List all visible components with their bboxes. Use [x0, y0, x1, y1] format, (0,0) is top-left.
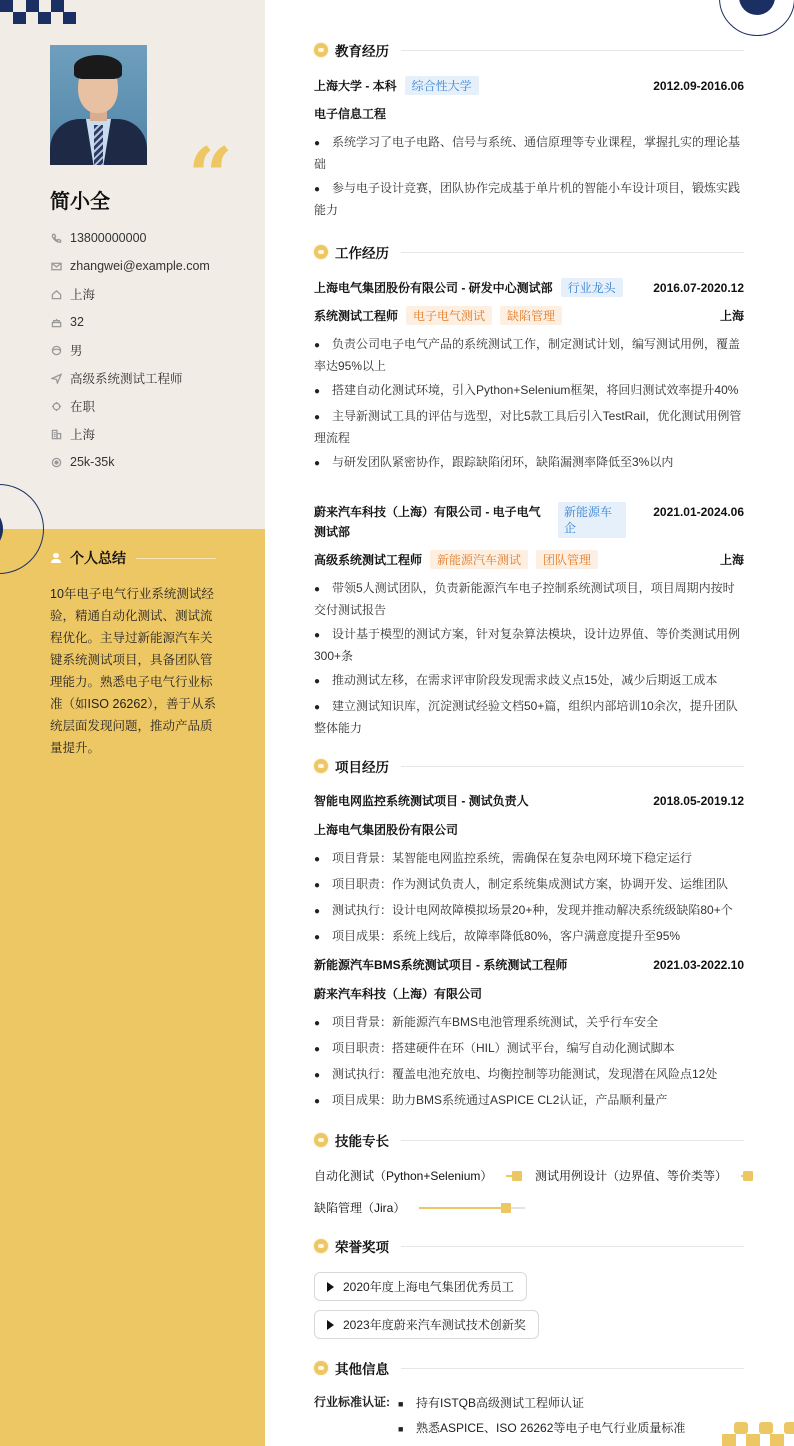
contact-position: 高级系统测试工程师: [50, 364, 210, 392]
avatar-photo: [50, 45, 147, 165]
section-skills-heading: 技能专长: [314, 1130, 744, 1150]
list-item: ● 项目背景：新能源汽车BMS电池管理系统测试，关乎行车安全: [314, 1015, 659, 1029]
job-bullets: [314, 334, 744, 478]
list-item: ● 与研发团队紧密协作，跟踪缺陷闭环，缺陷漏测率降低至3%以内: [314, 455, 674, 469]
list-item: ● 推动测试左移，在需求评审阶段发现需求歧义点15处，减少后期返工成本: [314, 673, 718, 687]
job-period: 2016.07-2020.12: [653, 280, 744, 295]
project-period: 2018.05-2019.12: [653, 793, 744, 808]
job-location: 上海: [719, 553, 744, 567]
list-item: ● 项目职责：搭建硬件在环（HIL）测试平台，编写自动化测试脚本: [314, 1041, 675, 1055]
skill-item: 缺陷管理（Jira）: [314, 1199, 525, 1216]
school-tag: 综合性大学: [405, 76, 479, 95]
contact-email: zhangwei@example.com: [50, 252, 210, 280]
certification-list: [398, 1393, 758, 1443]
skill-item: 自动化测试（Python+Selenium）: [314, 1167, 522, 1184]
project-period: 2021.03-2022.10: [653, 957, 744, 972]
section-work-heading: 工作经历: [314, 242, 744, 262]
list-item: ● 系统学习了电子电路、信号与系统、通信原理等专业课程，掌握扎实的理论基础: [314, 135, 741, 171]
award-item[interactable]: 2023年度蔚来汽车测试技术创新奖: [314, 1310, 539, 1339]
list-item: ● 项目背景：某智能电网监控系统，需确保在复杂电网环境下稳定运行: [314, 851, 693, 865]
list-item: ● 参与电子设计竞赛，团队协作完成基于单片机的智能小车设计项目，锻炼实践能力: [314, 181, 741, 217]
quote-mark-icon: “: [188, 131, 233, 222]
project-row: 智能电网监控系统测试项目 - 测试负责人 2018.05-2019.12: [314, 793, 744, 808]
age-icon: [50, 316, 62, 328]
summary-heading: 个人总结: [50, 548, 216, 568]
home-icon: [50, 288, 62, 300]
skill-level-bar: [419, 1207, 525, 1209]
job-row: 上海电气集团股份有限公司 - 研发中心测试部 行业龙头 2016.07-2020.12: [314, 278, 744, 297]
award-item[interactable]: 2020年度上海电气集团优秀员工: [314, 1272, 527, 1301]
section-other-heading: 其他信息: [314, 1358, 744, 1378]
education-bullets: [314, 132, 744, 224]
list-item: ● 设计基于模型的测试方案，针对复杂算法模块，设计边界值、等价类测试用例300+条: [314, 627, 741, 663]
graduation-cap-icon: [314, 43, 328, 57]
skill-tag: 电子电气测试: [406, 306, 492, 325]
list-item: ● 搭建自动化测试环境，引入Python+Selenium框架，将回归测试效率提升40%: [314, 383, 739, 397]
list-item: ● 主导新测试工具的评估与选型，对比5款工具后引入TestRail，优化测试用例管理流程: [314, 409, 742, 445]
salary-icon: [50, 456, 62, 468]
trophy-icon: [314, 1239, 328, 1253]
section-awards-heading: 荣誉奖项: [314, 1236, 744, 1256]
job-role-row: 系统测试工程师 电子电气测试 缺陷管理 上海: [314, 306, 744, 325]
briefcase-icon: [314, 245, 328, 259]
job-location: 上海: [719, 309, 744, 323]
play-triangle-icon: [327, 1320, 334, 1330]
certification-label: 行业标准认证:: [314, 1395, 390, 1409]
list-item: ■ 熟悉ASPICE、ISO 26262等电子电气行业质量标准: [398, 1421, 686, 1435]
skill-tag: 新能源汽车测试: [430, 550, 528, 569]
person-icon: [50, 552, 62, 564]
skill-tag: 缺陷管理: [500, 306, 562, 325]
info-icon: [314, 1361, 328, 1375]
skill-item: 测试用例设计（边界值、等价类等）: [535, 1167, 751, 1184]
job-period: 2021.01-2024.06: [653, 505, 744, 519]
position-icon: [50, 372, 62, 384]
contact-list: [50, 224, 210, 476]
skill-level-bar: [741, 1175, 751, 1177]
list-item: ● 项目职责：作为测试负责人，制定系统集成测试方案，协调开发、运维团队: [314, 877, 729, 891]
company-tag: 行业龙头: [561, 278, 623, 297]
section-education-heading: 教育经历: [314, 40, 744, 60]
contact-address: 上海: [50, 280, 210, 308]
project-row: 新能源汽车BMS系统测试项目 - 系统测试工程师 2021.03-2022.10: [314, 957, 744, 972]
project-bullets: [314, 1012, 744, 1116]
contact-phone: 13800000000: [50, 224, 210, 252]
phone-icon: [50, 232, 62, 244]
profile-name: 简小全: [50, 191, 110, 213]
list-item: ● 项目成果：系统上线后，故障率降低80%，客户满意度提升至95%: [314, 929, 681, 943]
circle-decoration: [719, 0, 794, 36]
list-item: ● 负责公司电子电气产品的系统测试工作，制定测试计划，编写测试用例，覆盖率达95%以上: [314, 337, 741, 373]
sidebar: [0, 0, 265, 1446]
email-icon: [50, 260, 62, 272]
gender-icon: [50, 344, 62, 356]
list-item: ● 测试执行：覆盖电池充放电、均衡控制等功能测试，发现潜在风险点12处: [314, 1067, 718, 1081]
summary-text: 10年电子电气行业系统测试经验，精通自动化测试、测试流程优化。主导过新能源汽车关键系统测试项目，具备团队管理能力。熟悉电子电气行业标准（如ISO 26262），善于从系统层面发现问题，推动产品质量提升。: [50, 587, 217, 755]
contact-age: 32: [50, 308, 210, 336]
list-item: ● 测试执行：设计电网故障模拟场景20+种，发现并推动解决系统级缺陷80+个: [314, 903, 733, 917]
contact-city: 上海: [50, 420, 210, 448]
list-item: ■ 持有ISTQB高级测试工程师认证: [398, 1396, 585, 1410]
company-tag: 新能源车企: [558, 502, 626, 538]
section-projects-heading: 项目经历: [314, 756, 744, 776]
contact-gender: 男: [50, 336, 210, 364]
contact-status: 在职: [50, 392, 210, 420]
play-triangle-icon: [327, 1282, 334, 1292]
job-role-row: 高级系统测试工程师 新能源汽车测试 团队管理 上海: [314, 550, 744, 569]
education-major: 电子信息工程: [314, 107, 387, 121]
education-row: 上海大学 - 本科 综合性大学 2012.09-2016.06: [314, 76, 744, 95]
checker-decoration: [0, 0, 76, 25]
education-period: 2012.09-2016.06: [653, 78, 744, 93]
checker-decoration: [722, 1420, 794, 1446]
project-bullets: [314, 848, 744, 952]
status-icon: [50, 400, 62, 412]
chart-icon: [314, 1133, 328, 1147]
project-icon: [314, 759, 328, 773]
list-item: ● 带领5人测试团队，负责新能源汽车电子控制系统测试项目，项目周期内按时交付测试报告: [314, 581, 735, 617]
list-item: ● 项目成果：助力BMS系统通过ASPICE CL2认证，产品顺利量产: [314, 1093, 668, 1107]
job-row: 蔚来汽车科技（上海）有限公司 - 电子电气测试部 新能源车企 2021.01-2024.06: [314, 502, 744, 542]
list-item: ● 建立测试知识库，沉淀测试经验文档50+篇，组织内部培训10余次，提升团队整体能力: [314, 699, 738, 735]
contact-salary: 25k-35k: [50, 448, 210, 476]
project-company: 上海电气集团股份有限公司: [314, 823, 459, 837]
job-bullets: [314, 578, 744, 742]
skill-level-bar: [506, 1175, 522, 1177]
project-company: 蔚来汽车科技（上海）有限公司: [314, 987, 483, 1001]
skill-tag: 团队管理: [536, 550, 598, 569]
city-icon: [50, 428, 62, 440]
